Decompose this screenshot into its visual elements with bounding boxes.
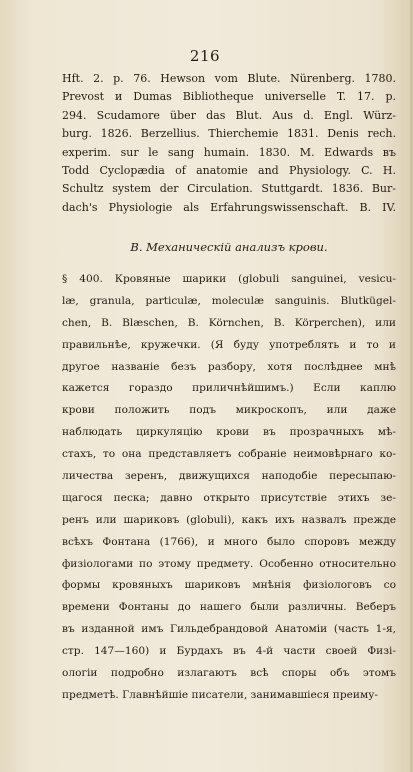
paragraph-line: ренъ или шариковъ (globuli), какъ ихъ назвалъ прежде — [62, 513, 396, 526]
reference-line: Schultz system der Circulation. Stuttgardt. 1836. Bur- — [62, 182, 396, 196]
paragraph-line: физіологами по этому предмету. Особенно относительно — [62, 557, 396, 570]
section-heading: В. Механическій анализъ крови. — [130, 240, 328, 254]
paragraph-line: предметѣ. Главнѣйшіе писатели, занимавшіеся преиму- — [62, 688, 379, 701]
paragraph-line: другое названіе безъ разбору, хотя послѣднее мнѣ — [62, 360, 396, 373]
paragraph-line: личества зеренъ, движущихся наподобіе пересыпаю- — [62, 470, 396, 483]
reference-line: Hft. 2. p. 76. Hewson vom Blute. Nürenberg. 1780. — [62, 72, 396, 85]
paragraph-line: læ, granula, particulæ, moleculæ sanguinis. Blutkügel- — [62, 294, 396, 307]
reference-line: experim. sur le sang humain. 1830. M. Edwards въ — [62, 145, 396, 159]
paragraph-line: щагося песка; давно открыто присутствіе этихъ зе- — [62, 491, 396, 504]
reference-line: burg. 1826. Berzellius. Thierchemie 1831. Denis rech. — [62, 127, 396, 141]
references-block — [62, 70, 396, 217]
paragraph-400 — [62, 269, 396, 707]
paragraph-line: времени Фонтаны до нашего были различны. Веберъ — [62, 601, 396, 614]
paragraph-line: всѣхъ Фонтана (1766), и много было споровъ между — [62, 535, 396, 548]
paragraph-line: стр. 147—160) и Бурдахъ въ 4-й части своей Физі- — [62, 645, 396, 658]
paragraph-line: § 400. Кровяные шарики (globuli sanguinei, vesicu- — [62, 273, 396, 285]
reference-line: Prevost и Dumas Bibliotheque universelle T. 17. p. — [62, 90, 396, 104]
paragraph-line: chen, B. Blæschen, B. Körnchen, B. Körperchen), или — [62, 316, 396, 329]
paragraph-line: крови положить подъ микроскопъ, или даже — [62, 404, 396, 417]
reference-line: Todd Cyclopædia of anatomie and Physiology. C. H. — [62, 163, 396, 177]
paragraph-line: правильнѣе, кружечки. (Я буду употреблять и то и — [62, 338, 396, 351]
paragraph-line: кажется гораздо приличнѣйшимъ.) Если каплю — [62, 382, 396, 395]
page-number: 216 — [189, 47, 221, 65]
paragraph-line: стахъ, то она представляетъ собраніе неимовѣрнаго ко- — [62, 448, 396, 461]
reference-line: dach's Physiologie als Erfahrungswissenschaft. B. IV. — [62, 200, 396, 214]
paragraph-line: въ изданной имъ Гильдебрандовой Анатоміи (часть 1-я, — [62, 623, 396, 636]
paragraph-line: наблюдать циркуляцію крови въ прозрачныхъ мѣ- — [62, 426, 396, 439]
paragraph-line: формы кровяныхъ шариковъ мнѣнія физіологовъ со — [62, 579, 396, 592]
reference-line: 294. Scudamore über das Blut. Aus d. Engl. Würz- — [62, 108, 396, 122]
paragraph-line: ологіи подробно излагаютъ всѣ споры объ этомъ — [62, 667, 396, 680]
